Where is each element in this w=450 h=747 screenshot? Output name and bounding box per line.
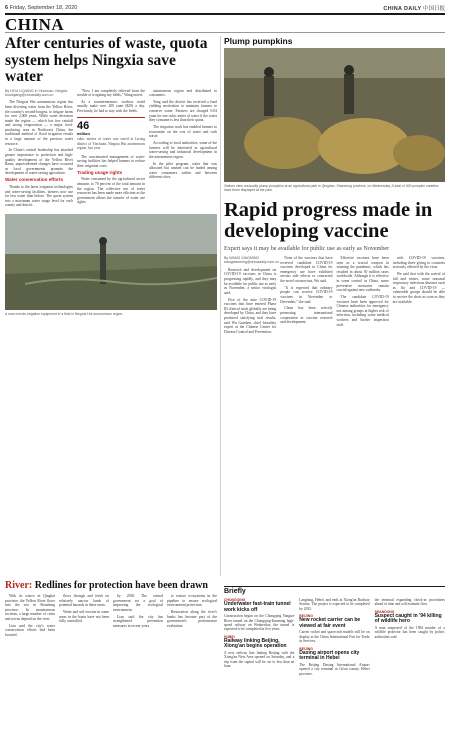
vaccine-article <box>224 200 445 337</box>
vaccine-para: We said that with the arrival of fall and winter, some seasonal respiratory infectious diseases such as flu and COVID-19 — vulnerable groups should be able to receive the shots as soon as they are available. <box>392 271 445 304</box>
vaccine-col-3 <box>337 256 389 337</box>
ningxia-para: In the pilot program, water that was allocated but unused can be traded among water consumers within and between different cities. <box>149 161 217 180</box>
brief-text: A new railway line linking Beijing with the Xiong'an New Area opened on Saturday, and a trip from the capital will be cut to less than an hour. <box>224 651 295 669</box>
ningxia-photo <box>5 214 217 310</box>
ningxia-subhead-trading: Trading usage rights <box>77 169 123 175</box>
brief-location: HUBEI <box>224 634 235 639</box>
brief-item <box>299 598 369 611</box>
river-para: to restore ecosystems in the pipeline to ensure ecological environment protection. <box>167 594 217 608</box>
stat-unit: million <box>77 130 90 136</box>
vaccine-para: China has been actively promoting international cooperation in vaccine research and development. <box>280 306 333 325</box>
river-headline <box>5 580 217 591</box>
vaccine-col-2 <box>280 256 332 337</box>
column-divider <box>220 36 221 576</box>
ningxia-para: Yang said the district has received a fund yielding motivation to maintain farmers to conserve water. Farmers are charged 0.04 yuan for one cubic meter of water if the water they consume is less than their quota. <box>149 99 217 123</box>
brief-location: BEIJING <box>299 614 313 619</box>
river-col-4 <box>167 594 217 640</box>
ningxia-col-1 <box>5 89 73 211</box>
pumpkin-photo <box>224 48 445 182</box>
vaccine-para: Effective vaccines have been seen as a crucial weapon in winning the pandemic, which has resulted in about 30 million cases worldwide. Although it is effective in some control in China, some preventive measures remain crucial against new outbreaks. <box>336 256 389 293</box>
pumpkin-kicker: Plump pumpkins <box>224 36 293 46</box>
ningxia-para: The irrigation work has enabled farmers to economize on the cost of water and curb waste. <box>149 125 217 139</box>
ningxia-para: autonomous region and distributed to consumers. <box>149 88 217 98</box>
stat-description: cubic meters of water was saved in Lirong district of Yinchuan, Ningxia Hui autonomous region, last year. <box>77 137 145 151</box>
pumpkin-photo-illustration <box>224 48 445 182</box>
ningxia-subhead-water: Water conservation efforts <box>5 177 64 183</box>
vaccine-para: Research and development on COVID-19 vaccines in China is progressing rapidly, and they may be available for public use as early as November, a senior virologist said. <box>224 267 277 295</box>
briefly-columns <box>224 598 445 679</box>
briefly-col-1 <box>224 598 294 679</box>
ningxia-byline-author: By HOU LIQIANG in Yinchuan, Ningxia <box>5 88 68 93</box>
brief-text: Construction began on the Chongqing Yangtze River tunnel on the Chongqing-Kunming high-speed railway on Wednesday, the tunnel is expected to be completed in five years. <box>224 614 295 632</box>
vaccine-para: The candidate COVID-19 vaccines have been approved for Chinese authorities for emergency use among groups at higher risk of infection, including some medical workers and border inspection staff. <box>336 294 389 327</box>
ningxia-col-3 <box>149 89 217 211</box>
vaccine-headline: Rapid progress made in developing vaccine <box>224 199 433 242</box>
page-info <box>5 5 77 11</box>
ningxia-body <box>5 89 217 211</box>
brief-item <box>299 647 369 676</box>
brief-item <box>224 635 294 669</box>
brief-location: BEIJING <box>299 646 313 651</box>
masthead-bar <box>5 3 445 13</box>
section-header <box>5 13 445 33</box>
vaccine-byline-author: By WANG XIAOMING <box>224 256 260 260</box>
brief-location: SHANDONG <box>374 609 395 614</box>
brief-item <box>375 598 445 607</box>
river-body <box>5 594 217 640</box>
ningxia-para: According to local authorities, some of the farmers will be interested in agricultural water-saving and industrial development in the autonomous region. <box>149 141 217 159</box>
brief-text: the terminal expanding check-in procedures ahead of time and will estimate flow. <box>374 598 445 607</box>
ningxia-para: As a countermeasure, workers could usually make over 200 yuan ($29) a day. Previously, he had to stay with the fields. <box>77 99 145 114</box>
brief-item <box>224 598 294 632</box>
ningxia-para: Water consumed by the agricultural sector amounts to 70 percent of the total amount in the region. The collective use of water resources has been made more efficient as the government allows the transfer of water use rights. <box>77 177 145 205</box>
ningxia-photo-illustration <box>5 214 217 310</box>
brief-location: CHONGQING <box>224 598 246 602</box>
brief-headline: Daxing airport opens city terminal in Hebei <box>299 649 360 662</box>
stat-box <box>77 117 145 151</box>
pumpkin-caption: Visitors view unusually plump pumpkins at an agricultural park in Qingdao, Shandong province, on Wednesday. A total of 400 pumpkin varieties have been displayed at the park. <box>224 183 439 192</box>
brief-headline: New rocket carrier can be viewed at fair event <box>299 617 361 629</box>
river-headline-text: Redlines for protection have been drawn <box>34 580 208 591</box>
river-col-1 <box>5 594 55 640</box>
issue-date: Friday, September 18, 2020 <box>9 5 78 11</box>
river-col-2 <box>59 594 109 640</box>
section-name: CHINA <box>5 15 65 34</box>
brief-headline: Underwater fast-train tunnel work kicks off <box>224 601 291 613</box>
ningxia-para: The concentrated management of water-saving facilities has helped farmers to reduce their irrigation costs. <box>77 154 145 168</box>
river-para: Water and soil erosion in some areas in the basin have not been fully controlled. <box>59 609 109 624</box>
vaccine-byline <box>224 256 279 265</box>
vaccine-para: Five of the nine COVID-19 vaccines that have entered Phase III clinical trials globally are being developed by China, and they have produced satisfying trial results, said Wu Guizhen, chief biosafety expert at the Chinese Center for Disease Control and Prevention. <box>224 297 277 334</box>
river-para: Lian said the city's water conservation efforts had been boosted. <box>5 623 55 637</box>
brand-name: CHINA DAILY <box>383 6 422 12</box>
stat-number: 46 <box>77 119 90 132</box>
river-para: flows through and feeds on relatively narrow lands of potential hazards in these areas. <box>59 594 109 608</box>
river-para: Lian said the city has strengthened prevention measures in recent years. <box>113 614 163 628</box>
brief-item <box>299 614 369 643</box>
ningxia-para: "Now, I am completely relieved from the trouble of irrigating my fields," Wang noted. <box>77 88 145 98</box>
brief-headline: Railway linking Beijing, Xiong'an begins operation <box>224 637 287 650</box>
river-para: Restoration along the river's banks has become part of the government's performance evaluation. <box>167 609 217 628</box>
brief-text: Carrier rocket and spacecraft models will be on display at the China International Fair for Trade in Services. <box>299 630 370 644</box>
ningxia-byline-email: houliqiang@chinadaily.com.cn <box>5 92 54 97</box>
river-tag: River: <box>5 580 33 591</box>
ningxia-article <box>5 36 217 316</box>
ningxia-photo-caption: A man checks irrigation equipment in a field in Ningxia Hui autonomous region. <box>5 311 124 316</box>
ningxia-byline <box>5 89 73 98</box>
brief-text: A man suspected of the 1994 murder of a wildlife protector has been caught by police, authorities said. <box>374 626 445 639</box>
vaccine-para: with COVID-19 vaccines, including three giving to countries seriously affected by the virus. <box>392 256 445 270</box>
vaccine-para: "It is expected that ordinary people can receive COVID-19 vaccines in November or December," she said. <box>280 285 333 304</box>
pumpkin-feature <box>224 36 445 192</box>
river-para: With its source in Qinghai province, the Yellow River flows into the sea in Shandong province. In mountainous sections, a large number of cities and towns depend on the river. <box>5 594 55 621</box>
ningxia-para: The Ningxia Hui autonomous region has been diverting water from the Yellow River, the country's second-longest, to irrigate farms for over 2,000 years. While water diversion made the region — which has few rainfall and strong evaporation — a major food-producing area in Northwest China, the traditional method of flood irrigation results in a large amount of the precious water resource. <box>5 100 73 146</box>
briefly-col-3 <box>375 598 445 679</box>
river-article <box>5 580 217 640</box>
ningxia-para: Thanks to the latest irrigation technologies and water-saving facilities, farmers now use far less water than before. The quota system sets a maximum water usage level for each county and district. <box>5 184 73 208</box>
briefly-col-2 <box>299 598 369 679</box>
vaccine-col-1 <box>224 256 279 337</box>
vaccine-byline-email: wangxiaoming@chinadaily.com.cn <box>224 260 279 265</box>
page-number: 6 <box>5 5 9 11</box>
ningxia-para: In China's central leadership has attached greater importance to protection and high-quality development of the Yellow River Basin, unprecedented changes have occurred as local governments promote the development of water-saving agriculture. <box>5 148 73 176</box>
brief-text: The Beijing Daxing International Airport opened a city terminal in Gu'an county, Hebei province. <box>299 662 370 676</box>
ningxia-col-2 <box>77 89 145 211</box>
brand-chinese: 中国日报 <box>422 6 445 12</box>
briefly-section <box>224 586 445 679</box>
ningxia-headline: After centuries of waste, quota system helps Ningxia save water <box>5 35 208 85</box>
brief-item <box>375 610 445 639</box>
brief-text: Langfang, Hebei, and ends at Xiong'an Railway Station. The project is expected to be completed by 2035. <box>299 598 370 611</box>
river-col-3 <box>113 594 163 640</box>
brand-info <box>383 4 445 12</box>
vaccine-col-4 <box>393 256 445 337</box>
vaccine-body <box>224 256 445 337</box>
vaccine-para: None of the vaccines that have received candidate COVID-19 vaccines developed in China for emergency use have exhibited serious side effects or contracted the novel coronavirus, Wu said. <box>280 256 333 283</box>
vaccine-deck: Expert says it may be available for public use as early as November <box>224 246 390 252</box>
briefly-label: Briefly <box>224 586 445 595</box>
river-para: by 2030. The central government set a goal of improving the ecological environment. <box>113 594 163 612</box>
brief-headline: Suspect caught in '94 killing of wildlife hero <box>374 612 442 625</box>
